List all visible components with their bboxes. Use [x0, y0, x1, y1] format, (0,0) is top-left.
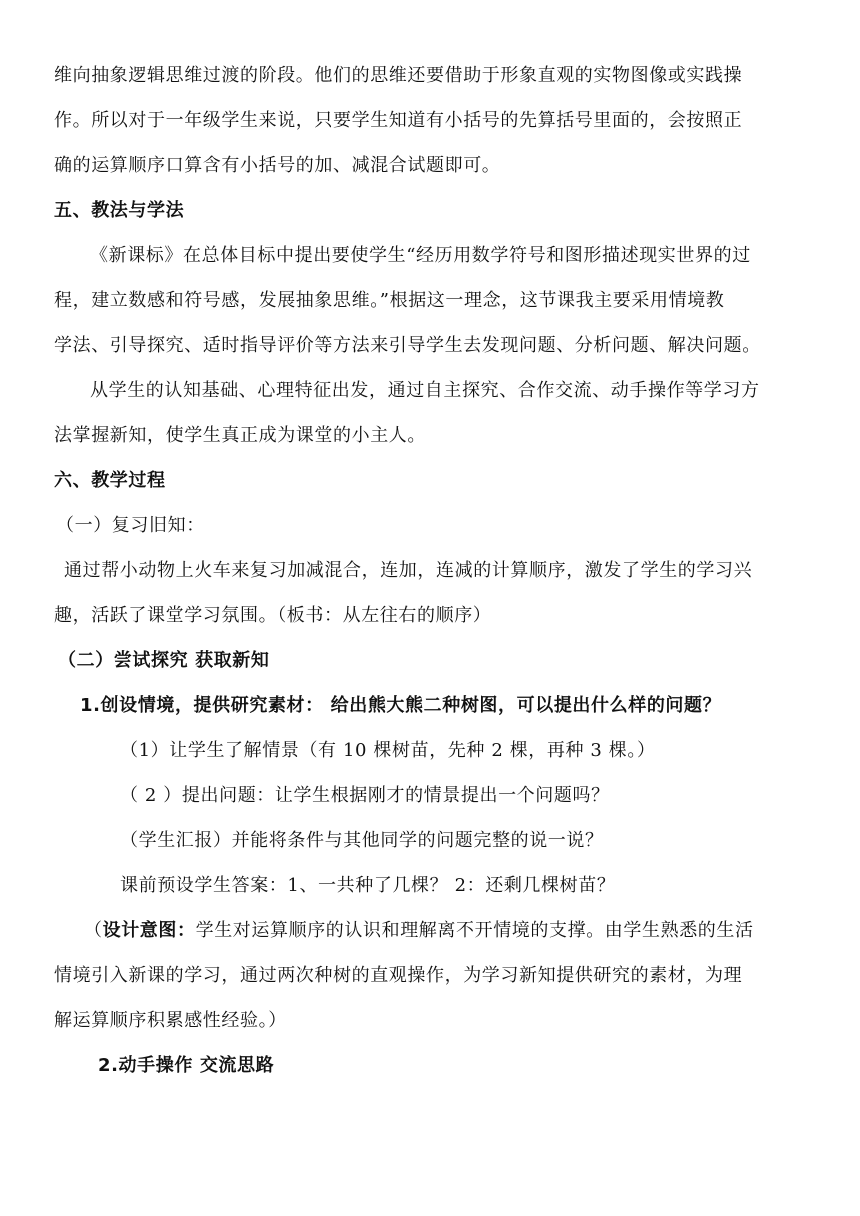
step-heading-situation: 1.创设情境，提供研究素材： 给出熊大熊二种树图，可以提出什么样的问题？: [80, 695, 722, 716]
list-item: （学生汇报）并能将条件与其他同学的问题完整的说一说？: [120, 830, 604, 851]
list-item: （ 2 ）提出问题：让学生根据刚才的情景提出一个问题吗？: [120, 785, 610, 806]
design-intent-line: [84, 919, 754, 943]
list-item: 课前预设学生答案：1、一共种了几棵？ 2：还剩几棵树苗？: [120, 875, 616, 896]
open-paren: （: [84, 920, 103, 941]
paragraph-line: 学法、引导探究、适时指导评价等方法来引导学生去发现问题、分析问题、解决问题。: [54, 335, 761, 356]
paragraph-line: 程，建立数感和符号感，发展抽象思维。”根据这一理念，这节课我主要采用情境教: [54, 290, 725, 311]
paragraph-line: 确的运算顺序口算含有小括号的加、减混合试题即可。: [54, 155, 501, 176]
paragraph-line: 《新课标》在总体目标中提出要使学生“经历用数学符号和图形描述现实世界的过: [90, 245, 751, 266]
paragraph-line: 法掌握新知，使学生真正成为课堂的小主人。: [54, 425, 426, 446]
paragraph-line: 解运算顺序积累感性经验。）: [54, 1010, 287, 1031]
list-item: （1）让学生了解情景（有 10 棵树苗，先种 2 棵，再种 3 棵。）: [120, 740, 656, 761]
subheading-review: （一）复习旧知：: [56, 515, 205, 536]
paragraph-line: 通过帮小动物上火车来复习加减混合，连加，连减的计算顺序，激发了学生的学习兴: [64, 560, 753, 581]
paragraph-line: 作。所以对于一年级学生来说，只要学生知道有小括号的先算括号里面的，会按照正: [54, 110, 743, 131]
paragraph-line: 趣，活跃了课堂学习氛围。（板书：从左往右的顺序）: [54, 605, 492, 626]
paragraph-line: 情境引入新课的学习，通过两次种树的直观操作，为学习新知提供研究的素材，为理: [54, 965, 743, 986]
design-intent-label: 设计意图：: [102, 920, 196, 941]
paragraph-line: 维向抽象逻辑思维过渡的阶段。他们的思维还要借助于形象直观的实物图像或实践操: [54, 65, 743, 86]
subheading-explore: （二）尝试探究 获取新知: [58, 650, 270, 671]
section-heading-teaching-process: 六、教学过程: [54, 470, 166, 491]
paragraph-line: 从学生的认知基础、心理特征出发，通过自主探究、合作交流、动手操作等学习方: [90, 380, 760, 401]
step-heading-hands-on: 2.动手操作 交流思路: [98, 1055, 275, 1076]
section-heading-teaching-methods: 五、教法与学法: [54, 200, 185, 221]
design-intent-text: 学生对运算顺序的认识和理解离不开情境的支撑。由学生熟悉的生活: [195, 920, 754, 941]
